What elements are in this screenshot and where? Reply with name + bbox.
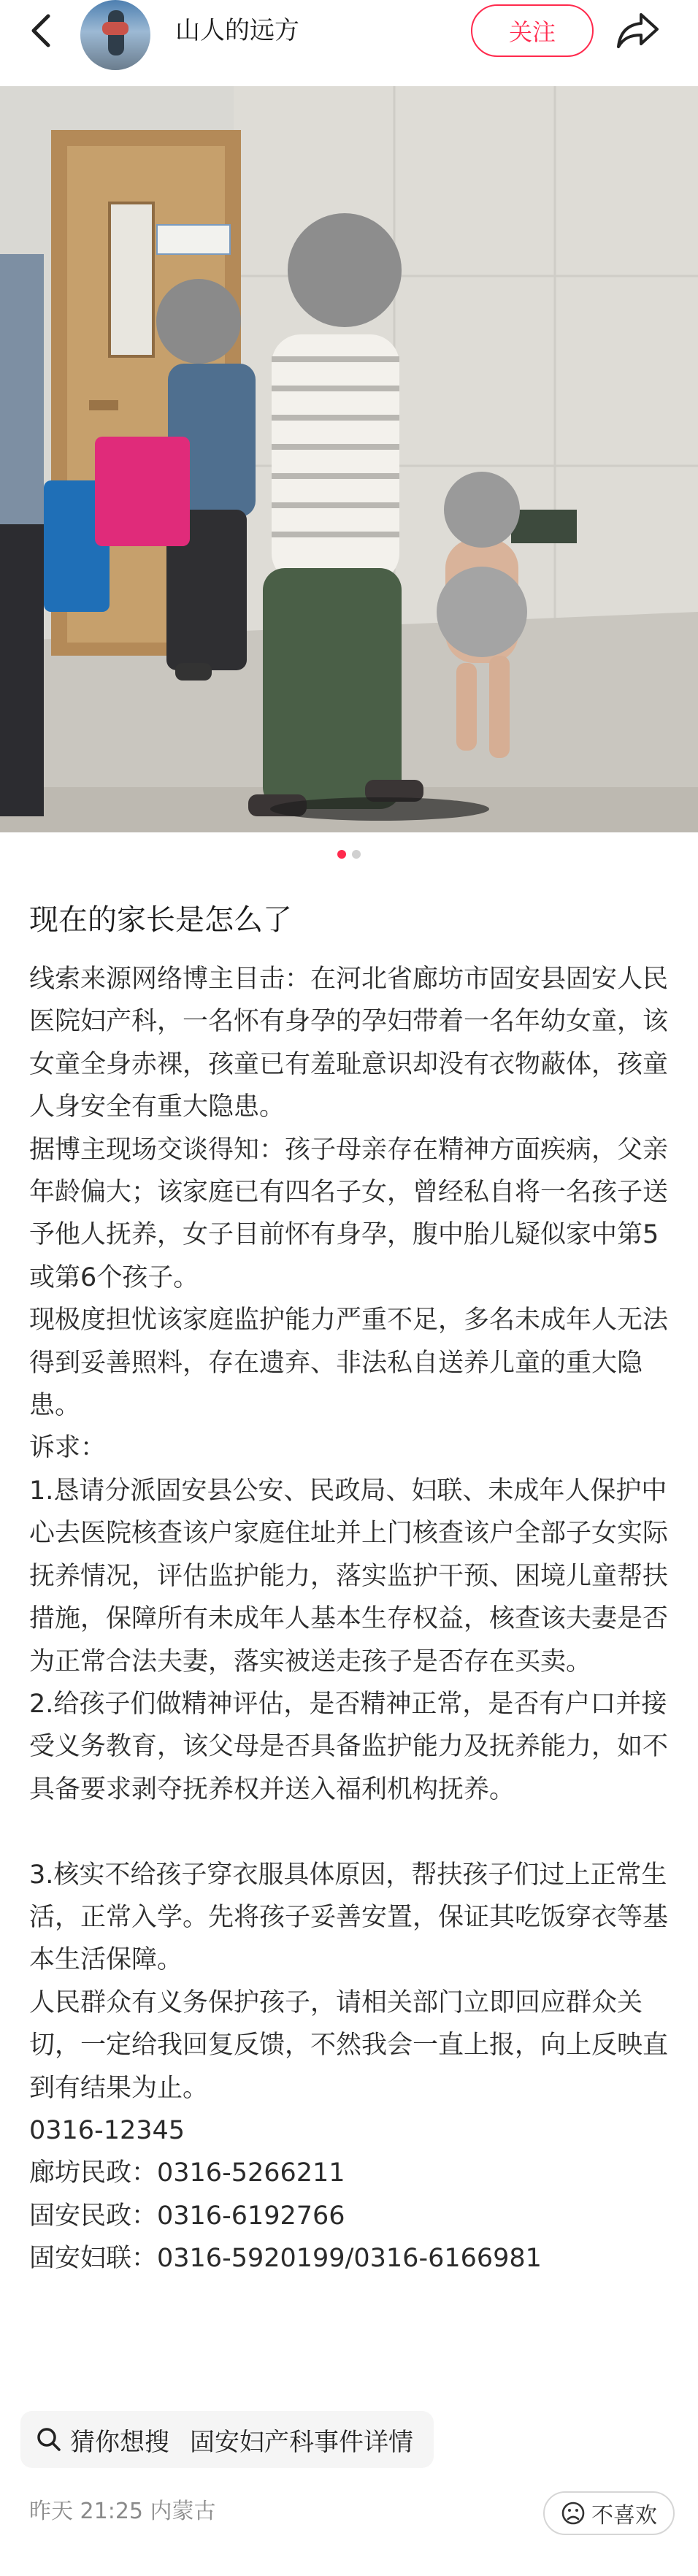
search-suggestion-prefix: 猜你想搜 <box>70 2427 169 2457</box>
post-paragraph: 据博主现场交谈得知：孩子母亲存在精神方面疾病，父亲年龄偏大；该家庭已有四名子女，曾经私自将一名孩子送予他人抚养，女子目前怀有身孕，腹中胎儿疑似家中第5或第6个孩子。 <box>29 1135 669 1292</box>
search-icon <box>35 2426 63 2453</box>
back-button[interactable] <box>20 10 61 51</box>
post-paragraph: 3.核实不给孩子穿衣服具体原因，帮扶孩子们过上正常生活，正常入学。先将孩子妥善安置，保证其吃饭穿衣等基本生活保障。 <box>29 1860 669 1975</box>
post-body <box>29 958 669 2280</box>
post-paragraph: 2.给孩子们做精神评估，是否精神正常，是否有户口并接受义务教育，该父母是否具备监护能力及抚养能力，如不具备要求剥夺抚养权并送入福利机构抚养。 <box>29 1689 669 1804</box>
phone-line: 廊坊民政：0316-5266211 <box>29 2158 345 2188</box>
post-timestamp: 昨天 21:25 <box>29 2499 143 2524</box>
phone-line: 0316-12345 <box>29 2115 185 2145</box>
share-button[interactable] <box>615 7 661 54</box>
post-meta <box>29 2497 216 2526</box>
dislike-button[interactable] <box>543 2491 675 2535</box>
post-paragraph: 现极度担忧该家庭监护能力严重不足，多名未成年人无法得到妥善照料，存在遗弃、非法私自送养儿童的重大隐患。 <box>29 1306 669 1421</box>
search-suggestion-query: 固安妇产科事件详情 <box>190 2427 413 2457</box>
share-arrow-icon <box>615 7 661 54</box>
post-paragraph: 人民群众有义务保护孩子，请相关部门立即回应群众关切，一定给我回复反馈，不然我会一直上报，向上反映直到有结果为止。 <box>29 1987 669 2103</box>
phone-line: 固安妇联：0316-5920199/0316-6166981 <box>29 2244 542 2274</box>
carousel-dot[interactable] <box>352 850 361 859</box>
carousel-indicator <box>0 850 698 862</box>
post-paragraph: 1.恳请分派固安县公安、民政局、妇联、未成年人保护中心去医院核查该户家庭住址并上门核查该户全部子女实际抚养情况，评估监护能力，落实监护干预、困境儿童帮扶措施，保障所有未成年人基本生存权益，核查该夫妻是否为正常合法夫妻，落实被送走孩子是否存在买卖。 <box>29 1476 669 1676</box>
chevron-left-icon <box>26 13 55 48</box>
avatar[interactable] <box>80 0 150 70</box>
post-paragraph: 线索来源网络博主目击：在河北省廊坊市固安县固安人民医院妇产科，一名怀有身孕的孕妇带着一名年幼女童，该女童全身赤裸，孩童已有羞耻意识却没有衣物蔽体，孩童人身安全有重大隐患。 <box>29 965 669 1122</box>
search-suggestion-chip[interactable] <box>20 2411 434 2468</box>
post-paragraph: 诉求： <box>29 1433 107 1463</box>
dislike-label: 不喜欢 <box>591 2503 657 2529</box>
post-photo[interactable] <box>0 86 698 832</box>
post-location: 内蒙古 <box>150 2499 216 2524</box>
frown-face-icon <box>561 2501 586 2526</box>
hospital-corridor-photo <box>0 86 698 832</box>
username[interactable]: 山人的远方 <box>175 16 299 45</box>
follow-button[interactable]: 关注 <box>471 4 594 57</box>
post-paragraph-blank <box>29 1811 669 1853</box>
post-title: 现在的家长是怎么了 <box>29 903 292 937</box>
phone-line: 固安民政：0316-6192766 <box>29 2201 345 2231</box>
avatar-figure-detail <box>102 22 129 35</box>
carousel-dot-active[interactable] <box>337 850 346 859</box>
top-bar <box>0 0 698 74</box>
